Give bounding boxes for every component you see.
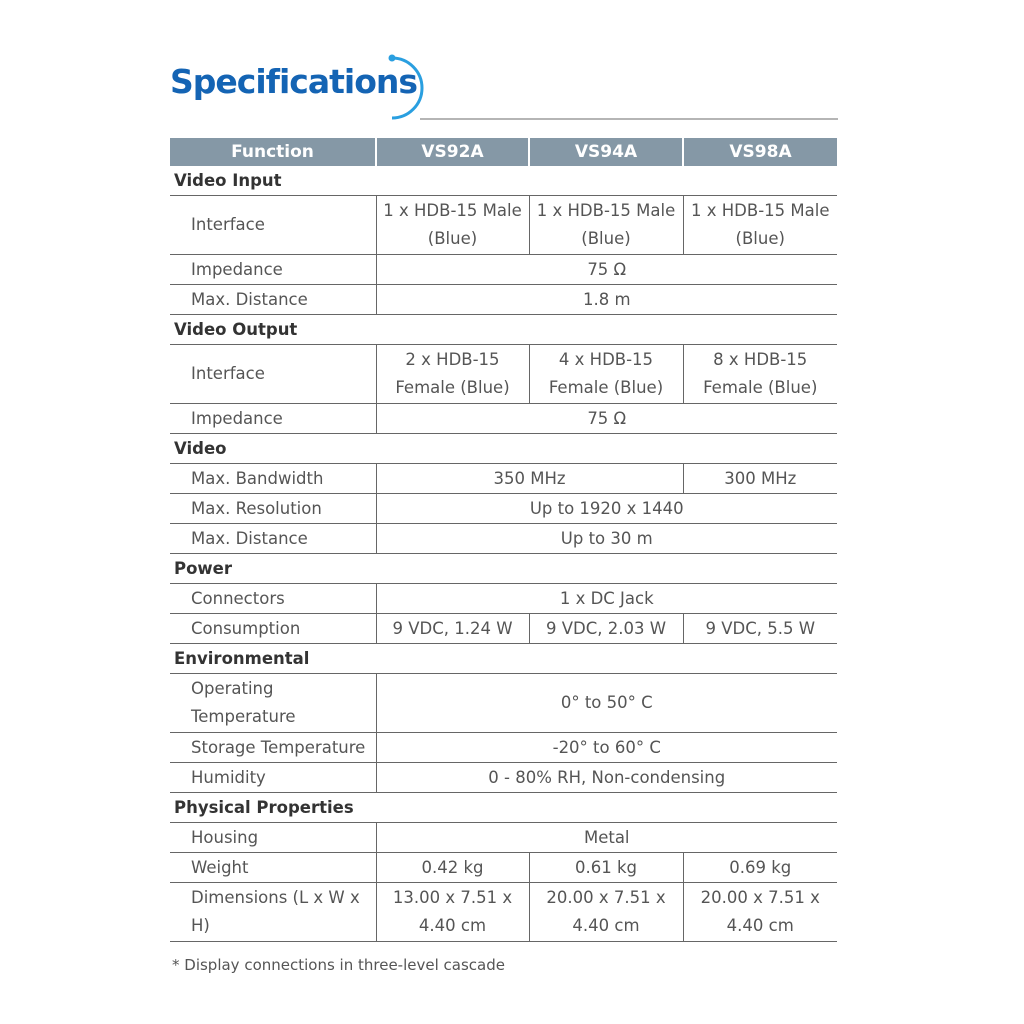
section-row — [170, 554, 837, 584]
section-row — [170, 315, 837, 345]
table-row — [170, 853, 837, 883]
value-cell: 0.42 kg — [376, 853, 529, 883]
value-cell: 9 VDC, 1.24 W — [376, 614, 529, 644]
footnote: * Display connections in three-level cascade — [172, 956, 505, 974]
value-cell: Up to 30 m — [376, 524, 837, 554]
table-row — [170, 763, 837, 793]
table-header-row — [170, 138, 837, 166]
section-heading: Video — [170, 434, 837, 464]
table-row — [170, 614, 837, 644]
value-cell: 350 MHz — [376, 464, 683, 494]
value-cell: 75 Ω — [376, 255, 837, 285]
table-row — [170, 584, 837, 614]
value-cell: 1 x HDB-15 Male (Blue) — [529, 196, 683, 255]
row-label: Storage Temperature — [170, 733, 376, 763]
value-cell: 1 x HDB-15 Male (Blue) — [376, 196, 529, 255]
section-row — [170, 793, 837, 823]
value-cell: 9 VDC, 5.5 W — [683, 614, 837, 644]
section-row — [170, 166, 837, 196]
row-label: Humidity — [170, 763, 376, 793]
specifications-table — [170, 138, 837, 942]
value-cell: Up to 1920 x 1440 — [376, 494, 837, 524]
row-label: Interface — [170, 196, 376, 255]
value-cell: 0 - 80% RH, Non-condensing — [376, 763, 837, 793]
table-row — [170, 524, 837, 554]
value-cell: 0.69 kg — [683, 853, 837, 883]
table-row — [170, 404, 837, 434]
table-row — [170, 733, 837, 763]
value-cell: -20° to 60° C — [376, 733, 837, 763]
table-row — [170, 823, 837, 853]
section-row — [170, 644, 837, 674]
table-row — [170, 345, 837, 404]
header-vs94a: VS94A — [529, 138, 683, 166]
row-label: Dimensions (L x W x H) — [170, 883, 376, 942]
value-cell: 1 x HDB-15 Male (Blue) — [683, 196, 837, 255]
row-label: Impedance — [170, 404, 376, 434]
decorative-arc-icon — [380, 50, 430, 125]
table-row — [170, 255, 837, 285]
value-cell: Metal — [376, 823, 837, 853]
value-cell: 4 x HDB-15 Female (Blue) — [529, 345, 683, 404]
table-row — [170, 494, 837, 524]
table-row — [170, 674, 837, 733]
value-cell: 20.00 x 7.51 x 4.40 cm — [683, 883, 837, 942]
row-label: Max. Distance — [170, 285, 376, 315]
value-cell: 8 x HDB-15 Female (Blue) — [683, 345, 837, 404]
row-label: Connectors — [170, 584, 376, 614]
row-label: Max. Bandwidth — [170, 464, 376, 494]
section-heading: Power — [170, 554, 837, 584]
value-cell: 20.00 x 7.51 x 4.40 cm — [529, 883, 683, 942]
page-title: Specifications — [170, 62, 418, 101]
row-label: Weight — [170, 853, 376, 883]
row-label: Housing — [170, 823, 376, 853]
row-label: Impedance — [170, 255, 376, 285]
table-row — [170, 285, 837, 315]
value-cell: 1 x DC Jack — [376, 584, 837, 614]
value-cell: 0.61 kg — [529, 853, 683, 883]
value-cell: 300 MHz — [683, 464, 837, 494]
value-cell: 13.00 x 7.51 x 4.40 cm — [376, 883, 529, 942]
value-cell: 75 Ω — [376, 404, 837, 434]
value-cell: 2 x HDB-15 Female (Blue) — [376, 345, 529, 404]
header-vs98a: VS98A — [683, 138, 837, 166]
table-row — [170, 883, 837, 942]
row-label: Max. Resolution — [170, 494, 376, 524]
row-label: Interface — [170, 345, 376, 404]
table-row — [170, 464, 837, 494]
section-heading: Video Output — [170, 315, 837, 345]
title-divider — [420, 118, 838, 120]
value-cell: 1.8 m — [376, 285, 837, 315]
value-cell: 0° to 50° C — [376, 674, 837, 733]
section-heading: Video Input — [170, 166, 837, 196]
row-label: Consumption — [170, 614, 376, 644]
row-label: Max. Distance — [170, 524, 376, 554]
section-heading: Environmental — [170, 644, 837, 674]
value-cell: 9 VDC, 2.03 W — [529, 614, 683, 644]
row-label: Operating Temperature — [170, 674, 376, 733]
section-row — [170, 434, 837, 464]
header-function: Function — [170, 138, 376, 166]
section-heading: Physical Properties — [170, 793, 837, 823]
table-row — [170, 196, 837, 255]
header-vs92a: VS92A — [376, 138, 529, 166]
